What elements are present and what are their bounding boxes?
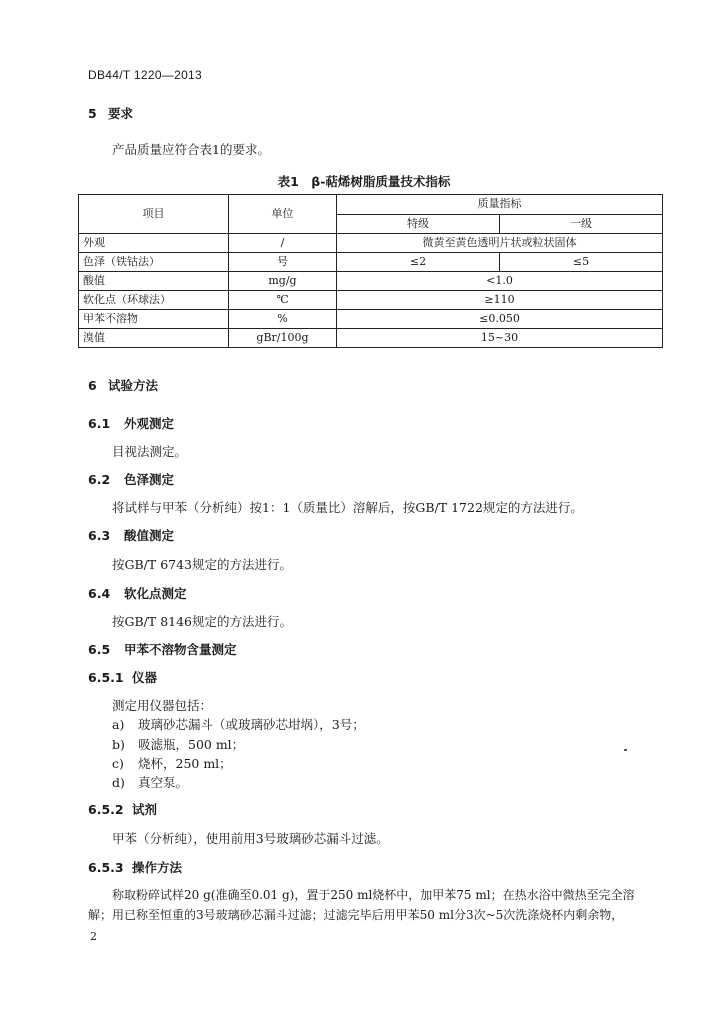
row-item: 溴值	[79, 329, 229, 348]
section-6-5-1-heading	[88, 668, 157, 686]
section-6-1-heading	[88, 414, 174, 432]
table-row	[79, 329, 663, 348]
row-unit: 号	[229, 253, 337, 272]
section-number: 6.5.1	[88, 670, 124, 685]
page-number: 2	[90, 930, 97, 943]
header-grade-2: 一级	[500, 214, 663, 234]
section-6-5-heading	[88, 640, 237, 658]
list-item	[112, 735, 244, 753]
row-item: 软化点（环球法）	[79, 291, 229, 310]
table-row	[79, 253, 663, 272]
row-value: 15~30	[337, 329, 663, 348]
section-6-3-text: 按GB/T 6743规定的方法进行。	[112, 557, 293, 572]
section-6-5-3-heading	[88, 858, 182, 876]
scan-speck	[624, 749, 627, 751]
table-row	[79, 310, 663, 329]
section-5-text: 产品质量应符合表1的要求。	[112, 142, 270, 157]
list-item	[112, 715, 365, 733]
table-row	[79, 291, 663, 310]
section-title: 操作方法	[132, 860, 183, 875]
section-title: 色泽测定	[124, 472, 175, 487]
header-quality: 质量指标	[337, 195, 663, 215]
row-unit: /	[229, 234, 337, 253]
row-value: ≥110	[337, 291, 663, 310]
table-header-row	[79, 195, 663, 215]
section-number: 6.3	[88, 528, 111, 543]
section-number: 6.2	[88, 472, 111, 487]
section-number: 6.5	[88, 642, 111, 657]
section-title: 酸值测定	[124, 528, 175, 543]
section-6-4-heading	[88, 584, 187, 602]
list-marker: a)	[112, 717, 125, 732]
procedure-line-1: 称取粉碎试样20 g(准确至0.01 g)，置于250 ml烧杯中，加甲苯75 ml；在热水浴中微热至完全溶	[112, 888, 635, 902]
row-item: 外观	[79, 234, 229, 253]
section-number: 6.1	[88, 416, 111, 431]
quality-table	[78, 194, 663, 348]
section-6-heading	[88, 376, 158, 394]
table-row	[79, 272, 663, 291]
section-6-3-heading	[88, 526, 174, 544]
section-title: 仪器	[132, 670, 158, 685]
list-item	[112, 754, 232, 772]
list-marker: c)	[112, 756, 124, 771]
table-caption: 表1 β-萜烯树脂质量技术指标	[277, 174, 451, 189]
row-item: 色泽（铁钴法）	[79, 253, 229, 272]
instrument-intro: 测定用仪器包括：	[112, 698, 213, 713]
row-unit: mg/g	[229, 272, 337, 291]
row-value: ≤0.050	[337, 310, 663, 329]
section-6-1-text: 目视法测定。	[112, 444, 188, 459]
header-grade-1: 特级	[337, 214, 500, 234]
section-number: 6	[88, 378, 97, 393]
row-value-grade-1: ≤2	[337, 253, 500, 272]
list-text: 烧杯，250 ml；	[138, 756, 232, 771]
row-value: 微黄至黄色透明片状或粒状固体	[337, 234, 663, 253]
section-title: 试验方法	[108, 378, 159, 393]
row-unit: gBr/100g	[229, 329, 337, 348]
list-text: 真空泵。	[138, 775, 189, 790]
section-number: 6.5.3	[88, 860, 124, 875]
row-value: <1.0	[337, 272, 663, 291]
row-unit: ℃	[229, 291, 337, 310]
section-6-5-2-text: 甲苯（分析纯），使用前用3号玻璃砂芯漏斗过滤。	[112, 831, 389, 846]
section-6-5-2-heading	[88, 800, 157, 818]
list-marker: d)	[112, 775, 125, 790]
section-5-heading	[88, 104, 133, 122]
document-code: DB44/T 1220—2013	[88, 68, 202, 82]
row-value-grade-2: ≤5	[500, 253, 663, 272]
procedure-line-2: 解；用已称至恒重的3号玻璃砂芯漏斗过滤；过滤完毕后用甲苯50 ml分3次~5次洗涤烧杯内剩余物，	[88, 908, 624, 922]
row-unit: %	[229, 310, 337, 329]
table-row	[79, 234, 663, 253]
section-title: 甲苯不溶物含量测定	[124, 642, 237, 657]
section-number: 5	[88, 106, 97, 121]
row-item: 甲苯不溶物	[79, 310, 229, 329]
list-item	[112, 773, 188, 791]
section-6-2-text: 将试样与甲苯（分析纯）按1：1（质量比）溶解后，按GB/T 1722规定的方法进行。	[112, 500, 583, 515]
section-6-4-text: 按GB/T 8146规定的方法进行。	[112, 614, 293, 629]
section-6-2-heading	[88, 470, 174, 488]
list-marker: b)	[112, 737, 125, 752]
list-text: 玻璃砂芯漏斗（或玻璃砂芯坩埚），3号；	[138, 717, 365, 732]
section-title: 软化点测定	[124, 586, 187, 601]
section-title: 试剂	[132, 802, 158, 817]
section-number: 6.5.2	[88, 802, 124, 817]
section-title: 外观测定	[124, 416, 175, 431]
section-title: 要求	[108, 106, 134, 121]
list-text: 吸滤瓶，500 ml；	[138, 737, 245, 752]
row-item: 酸值	[79, 272, 229, 291]
header-unit: 单位	[229, 195, 337, 234]
header-item: 项目	[79, 195, 229, 234]
section-number: 6.4	[88, 586, 111, 601]
